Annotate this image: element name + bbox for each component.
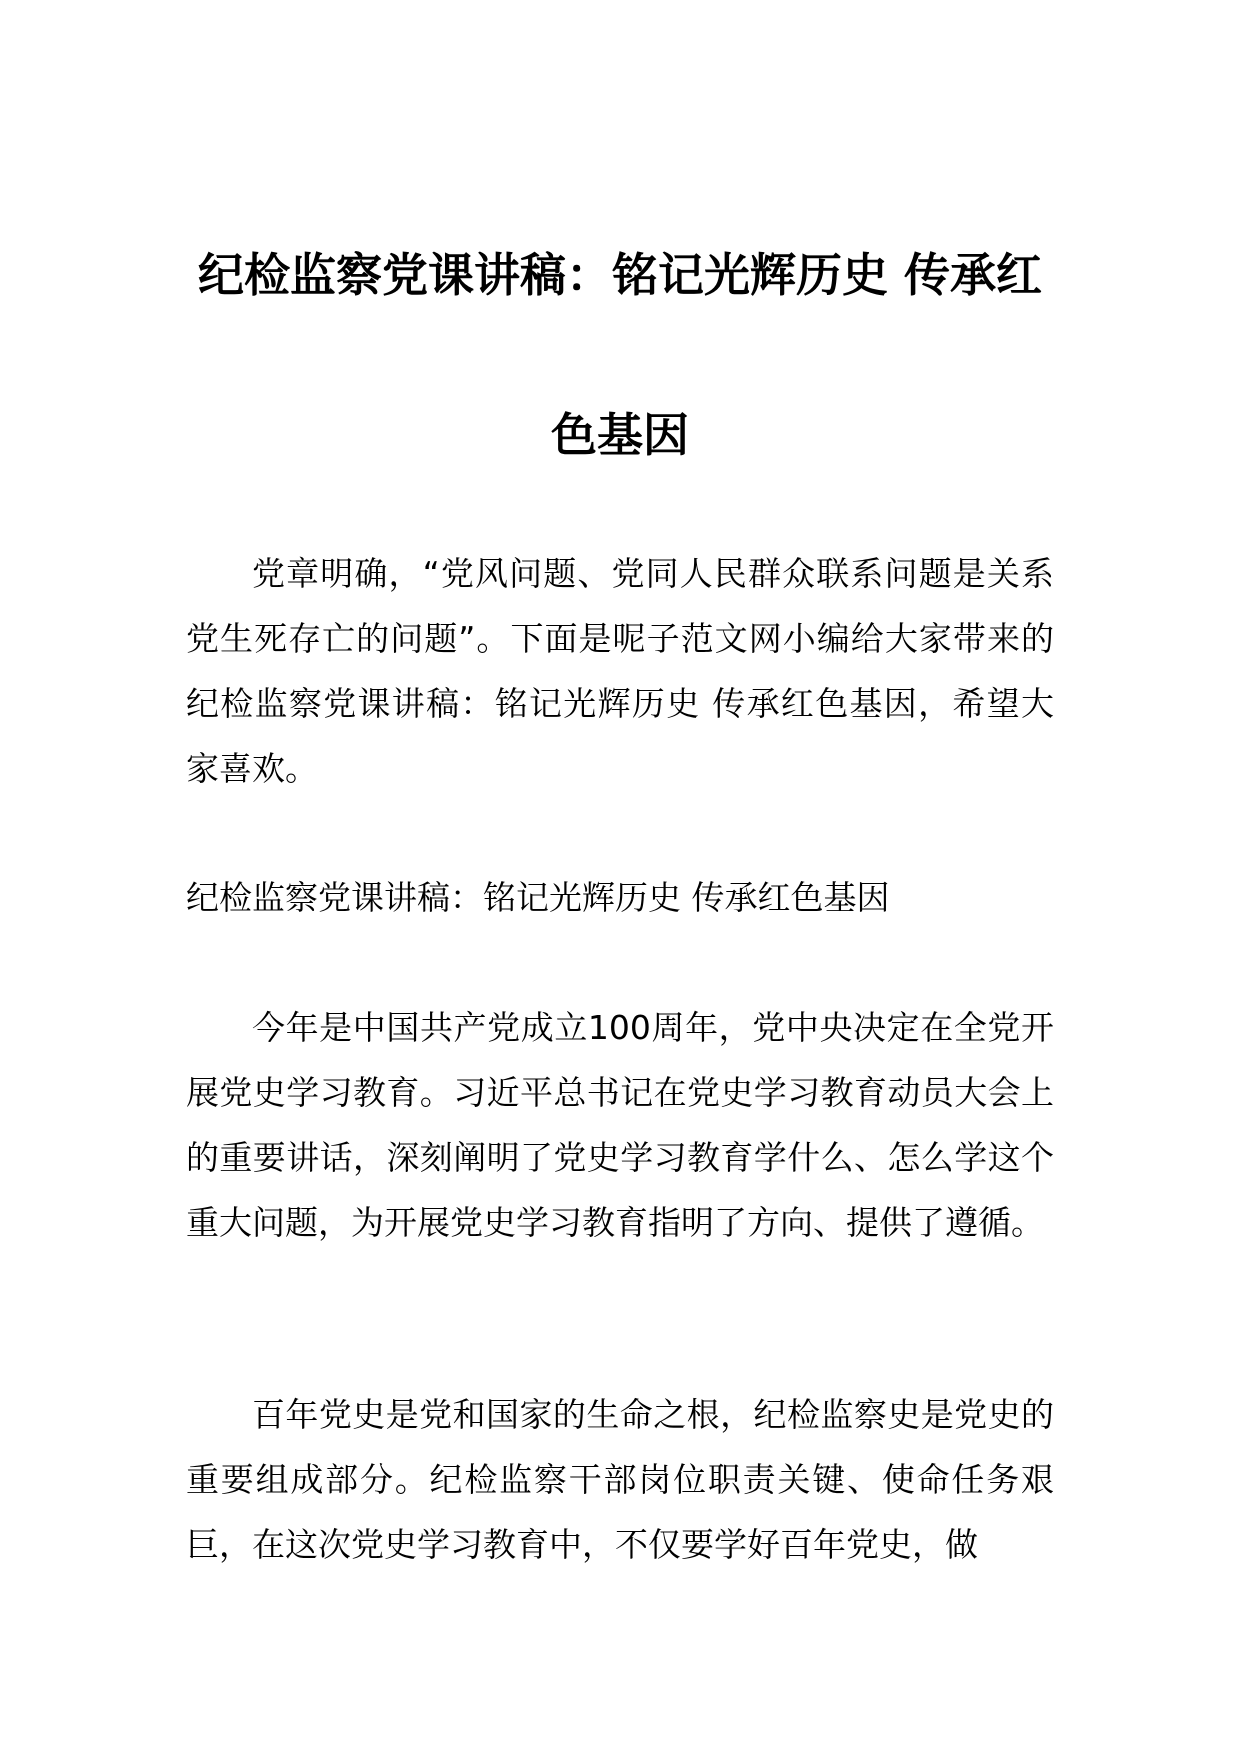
title-line-1: 纪检监察党课讲稿：铭记光辉历史 传承红 (197, 248, 1042, 302)
intro-paragraph: 党章明确，“党风问题、党同人民群众联系问题是关系党生死存亡的问题”。下面是呢子范文网小编给大家带来的纪检监察党课讲稿：铭记光辉历史 传承红色基因，希望大家喜欢。 (186, 554, 1054, 788)
body-paragraph-1: 今年是中国共产党成立100周年，党中央决定在全党开展党史学习教育。习近平总书记在党史学习教育动员大会上的重要讲话，深刻阐明了党史学习教育学什么、怎么学这个重大问题，为开展党史学习教育指明了方向、提供了遵循。 (186, 1008, 1054, 1242)
document-title (160, 195, 1080, 515)
subtitle-paragraph: 纪检监察党课讲稿：铭记光辉历史 传承红色基因 (186, 878, 890, 917)
body-paragraph-2: 百年党史是党和国家的生命之根，纪检监察史是党史的重要组成部分。纪检监察干部岗位职责关键、使命任务艰巨，在这次党史学习教育中，不仅要学好百年党史，做 (186, 1395, 1054, 1564)
title-line-2: 色基因 (551, 408, 689, 462)
